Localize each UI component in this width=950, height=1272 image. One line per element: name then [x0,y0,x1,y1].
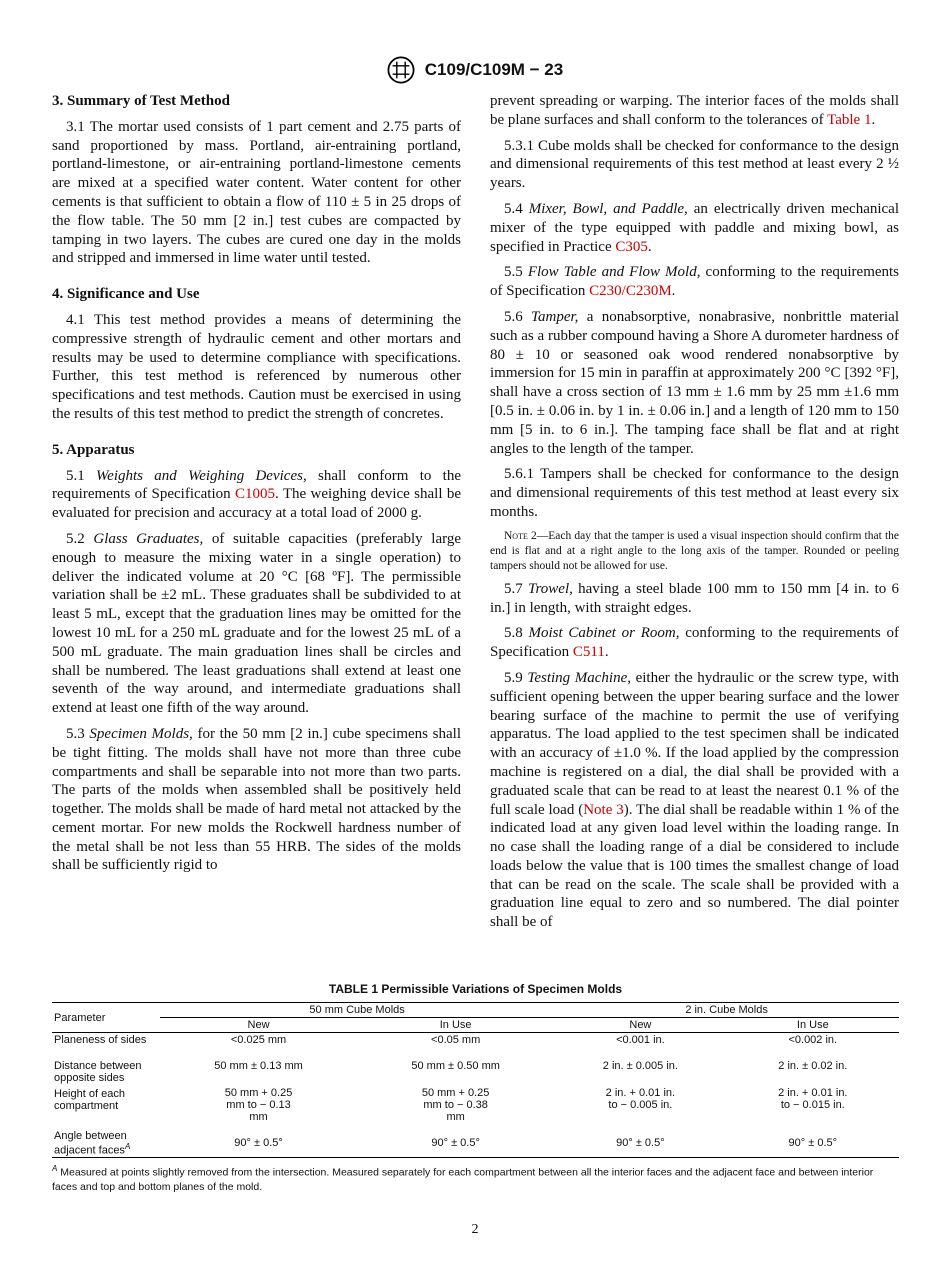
table-row: Distance between opposite sides 50 mm ± 0.13 mm 50 mm ± 0.50 mm 2 in. ± 0.005 in. 2 in. ± 0.02 in. [54,1059,848,1084]
link-c1005[interactable]: C1005 [235,486,276,503]
section-4-heading: 4. Significance and Use [52,286,200,303]
section-5-heading: 5. Apparatus [52,441,135,458]
para-5-3-continued: prevent spreading or warping. The interior faces of the molds shall be plane surfaces and shall conform to the tolerances of Table 1. [490,93,899,128]
table-1-grid [52,1002,899,1158]
para-5-8: 5.8 Moist Cabinet or Room, conforming to the requirements of Specification C511. [490,625,900,661]
col-in-inuse: In Use [796,1019,829,1031]
col-mm-new: New [247,1019,270,1031]
group-50mm: 50 mm Cube Molds [160,1003,554,1018]
para-5-6-1: 5.6.1 Tampers shall be checked for conformance to the design and dimensional requirements of this test method at least every six months. [490,466,899,520]
right-column [490,92,899,939]
para-5-9: 5.9 Testing Machine, either the hydraulic or the screw type, with sufficient opening between the upper bearing surface and the lower bearing surface of the machine to permit the use of verifying apparatus. The load applied to the test specimen shall be indicated with an accuracy of ±1.0 %. If the load applied by the compression machine is registered on a dial, the dial shall be provided with a graduated scale that can be read to at least the nearest 0.1 % of the full scale load (Note 3). The dial shall be readable within 1 % of the indicated load at any given load level within the loading range. In no case shall the loading range of a dial be considered to include loads below the value that is 100 times the smallest change of load that can be read on the scale. The scale shall be provided with a graduation line equal to zero and so numbered. The dial pointer shall be of [490,669,900,931]
table-1 [52,982,899,1194]
para-5-6: 5.6 Tamper, a nonabsorptive, nonabrasive, nonbrittle material such as a rubber compound having a Shore A durometer hardness of 80 ± 10 or seasoned oak wood rendered nonabsorptive by immersion for 15 min in paraffin at approximately 200 °C [392 °F], shall have a cross section of 13 mm ± 1.6 mm by 25 mm ±1.6 mm [0.5 in. ± 0.06 in. by 1 in. ± 0.06 in.] and a length of 120 mm to 150 mm [5 in. to 6 in.]. The tamping face shall be flat and at right angles to the length of the tamper. [490,308,899,457]
astm-logo-icon [387,56,415,84]
para-5-2: 5.2 Glass Graduates, of suitable capacities (preferably large enough to measure the mixing water in a single operation) to deliver the indicated volume at 20 °C [68 ºF]. The permissible variation shall be ±2 mL. These graduates shall be subdivided to at least 5 mL, except that the graduation lines may be omitted for the lowest 10 mL for a 250 mL graduate and for the lowest 25 mL of a 500 mL graduate. The main graduation lines shall be circles and shall be numbered. The least graduations shall extend at least one seventh of the way around, and intermediate graduations shall extend at least one fifth of the way around. [52,530,461,717]
standard-designation: C109/C109M − 23 [424,60,564,79]
left-column [52,92,461,882]
group-2in: 2 in. Cube Molds [554,1003,899,1018]
link-table-1[interactable]: Table 1 [827,111,872,128]
page-header [0,56,950,84]
col-mm-inuse: In Use [439,1019,472,1031]
table-row: Height of each compartment 50 mm + 0.25 mm to − 0.13 mm 50 mm + 0.25 mm to − 0.38 mm 2 in. + 0.01 in. to − 0.005 in. 2 in. + 0.01 in. to − 0.015 in. [54,1086,848,1123]
para-5-4: 5.4 Mixer, Bowl, and Paddle, an electrically driven mechanical mixer of the type equipped with paddle and mixing bowl, as specified in Practice C305. [490,200,899,255]
page-number: 2 [471,1222,479,1237]
para-5-1: 5.1 Weights and Weighing Devices, shall conform to the requirements of Specification C1005. The weighing device shall be evaluated for precision and accuracy at a total load of 2000 g. [52,467,462,522]
link-c305[interactable]: C305 [615,238,648,255]
link-c511[interactable]: C511 [572,644,605,661]
para-5-5: 5.5 Flow Table and Flow Mold, conforming to the requirements of Specification C230/C230M. [490,264,900,300]
table-1-title: TABLE 1 Permissible Variations of Specimen Molds [328,982,623,996]
table-footnote: $^A$ Measured at points slightly removed from the intersection. Measured separately for each compartment between all the interior faces and the adjacent face and between interior faces and top and bottom planes of the mold. [52,1164,874,1193]
para-4-1: 4.1 This test method provides a means of determining the compressive strength of hydraulic cement and other mortars and results may be used to determine compliance with specifications. Further, this test method is referenced by numerous other specifications and test methods. Caution must be exercised in using the results of this test method to predict the strength of concretes. [52,311,461,422]
section-3-heading: 3. Summary of Test Method [52,93,230,109]
link-note-3[interactable]: Note 3 [583,801,624,818]
note-2: Note 2—Each day that the tamper is used a visual inspection should confirm that the end is flat and at a right angle to the long axis of the tamper. Rounded or peeling tampers should not be allowed for use. [490,529,899,572]
para-5-7: 5.7 Trowel, having a steel blade 100 mm to 150 mm [4 in. to 6 in.] in length, with straight edges. [490,580,899,616]
table-row: Angle between adjacent faces$^A$ 90° ± 0.5° 90° ± 0.5° 90° ± 0.5° 90° ± 0.5° [52,1129,899,1158]
para-5-3: 5.3 Specimen Molds, for the 50 mm [2 in.] cube specimens shall be tight fitting. The molds shall have not more than three cube compartments and shall be separable into not more than two parts. The parts of the molds when assembled shall be positively held together. The molds shall be made of hard metal not attacked by the cement mortar. For new molds the Rockwell hardness number of the metal shall be not less than 55 HRB. The sides of the molds shall be sufficiently rigid to [52,725,462,874]
col-parameter: Parameter [52,1003,160,1033]
link-c230[interactable]: C230/C230M [589,283,672,300]
table-row: Planeness of sides <0.025 mm <0.05 mm <0.001 in. <0.002 in. [54,1034,838,1046]
para-5-3-1: 5.3.1 Cube molds shall be checked for conformance to the design and dimensional requirements of this test method at least every 2 ½ years. [490,137,899,192]
para-3-1: 3.1 The mortar used consists of 1 part cement and 2.75 parts of sand proportioned by mass. Portland, air-entraining portland, portland-limestone, or air-entraining portland-limestone cements are mixed at a specified water content. Water content for other cements is that sufficient to obtain a flow of 110 ± 5 in 25 drops of the flow table. The 50 mm [2 in.] test cubes are compacted by tamping in two layers. The cubes are cured one day in the molds and stripped and immersed in lime water until tested. [52,118,461,267]
col-in-new: New [629,1019,652,1031]
